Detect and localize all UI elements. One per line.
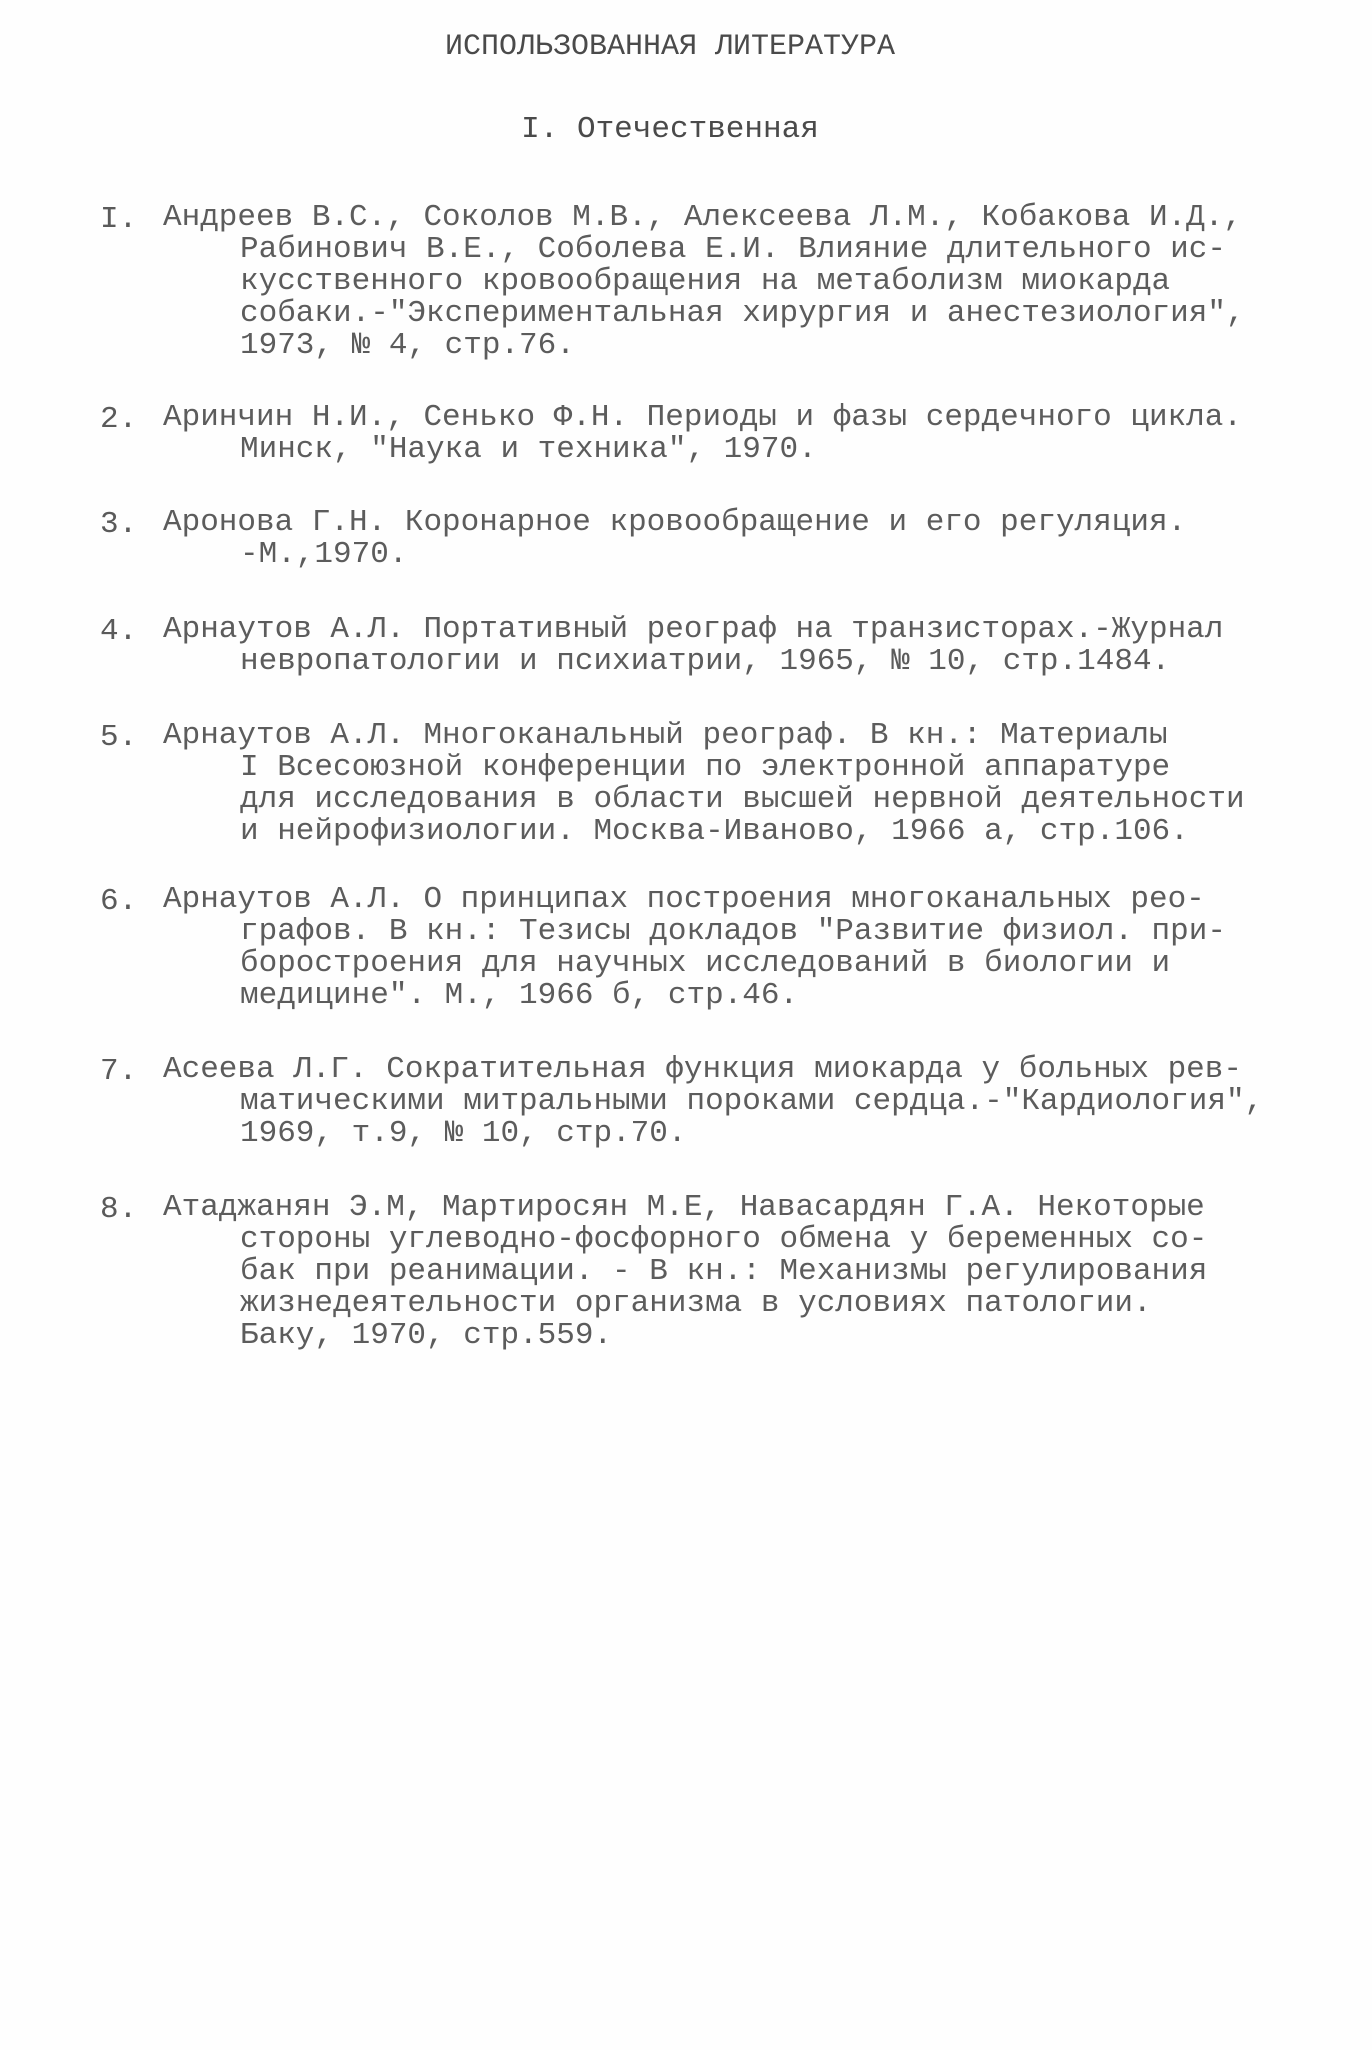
reference-text-line: бак при реанимации. - В кн.: Механизмы регулирования bbox=[240, 1254, 1208, 1289]
reference-text-line: 1969, т.9, № 10, стр.70. bbox=[240, 1116, 687, 1151]
reference-text-line: жизнедеятельности организма в условиях патологии. bbox=[240, 1286, 1152, 1321]
reference-text-line: Андреев В.С., Соколов М.В., Алексеева Л.М., Кобакова И.Д., bbox=[163, 200, 1242, 235]
reference-text-line: Рабинович В.Е., Соболева Е.И. Влияние длительного ис- bbox=[240, 232, 1226, 267]
reference-text-line: Асеева Л.Г. Сократительная функция миокарда у больных рев- bbox=[163, 1052, 1242, 1087]
reference-text-line: Арнаутов А.Л. Портативный реограф на транзисторах.-Журнал bbox=[163, 612, 1224, 647]
reference-text-line: Аринчин Н.И., Сенько Ф.Н. Периоды и фазы сердечного цикла. bbox=[163, 400, 1242, 435]
reference-text-line: собаки.-"Экспериментальная хирургия и анестезиология", bbox=[240, 296, 1245, 331]
reference-text-line: и нейрофизиологии. Москва-Иваново, 1966 а, стр.106. bbox=[240, 814, 1189, 849]
reference-number: 6. bbox=[100, 884, 138, 919]
reference-text-line: боростроения для научных исследований в биологии и bbox=[240, 946, 1171, 981]
reference-text-line: 1973, № 4, стр.76. bbox=[240, 328, 575, 363]
reference-text-line: Аронова Г.Н. Коронарное кровообращение и его регуляция. bbox=[163, 505, 1187, 540]
section-subtitle: I. Отечественная bbox=[521, 112, 819, 147]
reference-text-line: Минск, "Наука и техника", 1970. bbox=[240, 432, 817, 467]
reference-number: I. bbox=[100, 202, 138, 237]
reference-number: 3. bbox=[100, 507, 138, 542]
reference-text-line: для исследования в области высшей нервной деятельности bbox=[240, 782, 1245, 817]
reference-text-line: стороны углеводно-фосфорного обмена у беременных со- bbox=[240, 1222, 1208, 1257]
reference-text-line: Арнаутов А.Л. О принципах построения многоканальных рео- bbox=[163, 882, 1205, 917]
reference-text-line: матическими митральными пороками сердца.-"Кардиология", bbox=[240, 1084, 1264, 1119]
reference-number: 4. bbox=[100, 614, 138, 649]
reference-number: 5. bbox=[100, 720, 138, 755]
reference-number: 2. bbox=[100, 402, 138, 437]
reference-number: 7. bbox=[100, 1054, 138, 1089]
reference-text-line: Баку, 1970, стр.559. bbox=[240, 1318, 613, 1353]
reference-number: 8. bbox=[100, 1192, 138, 1227]
reference-text-line: -М.,1970. bbox=[240, 537, 408, 572]
reference-text-line: невропатологии и психиатрии, 1965, № 10, стр.1484. bbox=[240, 644, 1171, 679]
reference-text-line: медицине". М., 1966 б, стр.46. bbox=[240, 978, 799, 1013]
reference-text-line: Арнаутов А.Л. Многоканальный реограф. В кн.: Материалы bbox=[163, 718, 1168, 753]
reference-text-line: графов. В кн.: Тезисы докладов "Развитие физиол. при- bbox=[240, 914, 1226, 949]
reference-text-line: Атаджанян Э.М, Мартиросян М.Е, Навасардян Г.А. Некоторые bbox=[163, 1190, 1205, 1225]
reference-text-line: кусственного кровообращения на метаболизм миокарда bbox=[240, 264, 1171, 299]
page-title: ИСПОЛЬЗОВАННАЯ ЛИТЕРАТУРА bbox=[444, 30, 896, 64]
reference-text-line: I Всесоюзной конференции по электронной аппаратуре bbox=[240, 750, 1171, 785]
